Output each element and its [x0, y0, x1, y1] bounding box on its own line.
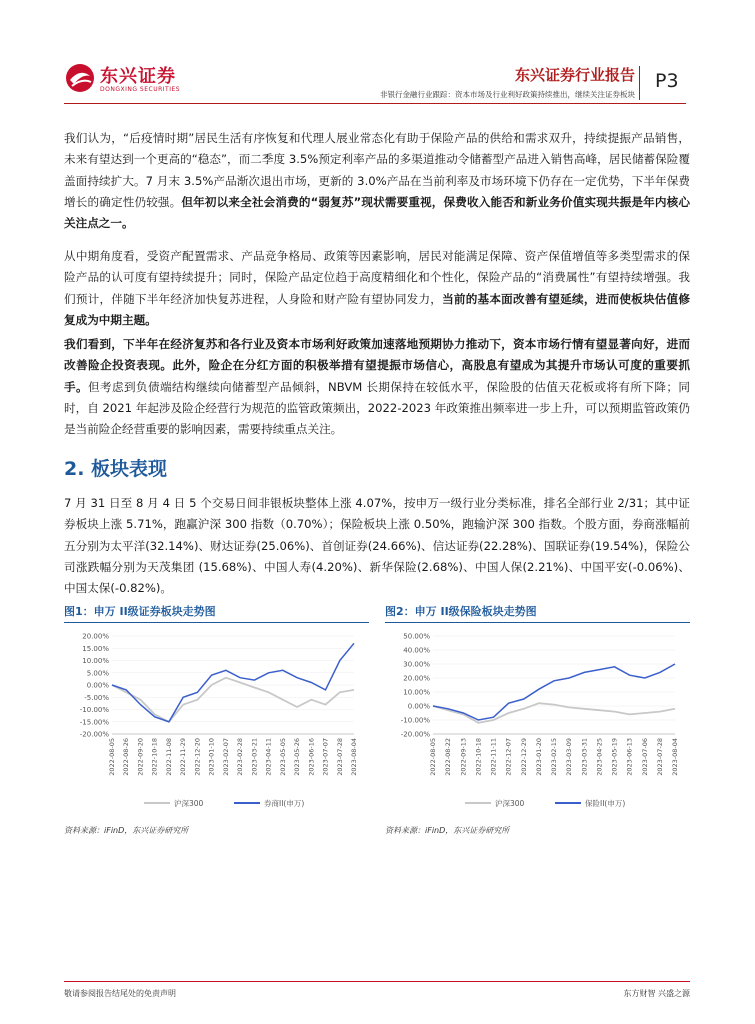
x-tick-label: 2023-04-25	[595, 738, 604, 776]
legend-label: 券商II(申万)	[264, 799, 305, 808]
paragraph-3-highlight-2: 险企在分红方面的积极举措有望提振市场信心，高股息有望成为其提升市场认可度的重要抓手。	[64, 358, 690, 394]
x-tick-label: 2023-05-05	[278, 738, 287, 776]
x-tick-label: 2023-05-19	[610, 738, 619, 776]
y-tick-label: -20.00%	[400, 730, 430, 739]
x-tick-label: 2022-12-07	[504, 738, 513, 776]
page-header	[0, 0, 755, 112]
x-tick-label: 2023-02-07	[221, 738, 230, 776]
figure-1-svg	[64, 628, 369, 818]
x-tick-label: 2023-06-13	[625, 738, 634, 776]
header-rule	[64, 103, 686, 104]
x-tick-label: 2023-07-28	[335, 738, 344, 776]
x-tick-label: 2022-09-20	[136, 738, 145, 776]
footer-rule	[64, 981, 690, 982]
figure-2-source: 资料来源：iFinD，东兴证券研究所	[385, 826, 510, 835]
y-tick-label: 0.00%	[407, 702, 430, 711]
paragraph-3-text: 但考虑到负债端结构继续向储蓄型产品倾斜，NBVM 长期保持在较低水平，保险股的估值天花板或将有所下降；同时，自 2021 年起涉及险企经营行为规范的监管政策频出，2022-2023 年政策推出频率进一步上升，可以预期监管政策仍是当前险企经营重要的影响因素，需要持续重点关注。	[64, 379, 690, 437]
logo-mark-icon	[64, 62, 96, 94]
header-divider	[639, 66, 640, 100]
x-tick-label: 2022-10-18	[150, 738, 159, 776]
x-tick-label: 2023-05-26	[293, 738, 302, 776]
figure-2-title: 图2：申万 II级保险板块走势图	[385, 605, 537, 618]
x-tick-label: 2022-09-13	[459, 738, 468, 776]
x-tick-label: 2022-08-22	[444, 738, 453, 776]
y-tick-label: -20.00%	[79, 730, 109, 739]
y-tick-label: 20.00%	[82, 632, 109, 641]
y-tick-label: 0.00%	[86, 681, 109, 690]
paragraph-1-highlight: 但年初以来全社会消费的“弱复苏”现状需要重视，保费收入能否和新业务价值实现共振是年内核心关注点之一。	[64, 194, 690, 231]
x-tick-label: 2023-03-09	[565, 738, 574, 776]
figure-2-chart	[385, 628, 690, 818]
x-tick-label: 2022-12-20	[193, 738, 202, 776]
x-tick-label: 2022-08-05	[429, 738, 437, 776]
x-tick-label: 2023-03-21	[250, 738, 259, 776]
y-tick-label: 20.00%	[403, 674, 430, 683]
legend-label: 沪深300	[174, 799, 204, 808]
paragraph-3	[64, 334, 690, 440]
logo-cn-text: 东兴证券	[100, 66, 176, 87]
y-tick-label: 50.00%	[403, 632, 430, 641]
section-title: 2. 板块表现	[64, 458, 168, 480]
figure-2-svg	[385, 628, 690, 818]
y-tick-label: -10.00%	[79, 706, 109, 714]
paragraph-2	[64, 246, 690, 331]
paragraph-1-text: 我们认为，“后疫情时期”居民生活有序恢复和代理人展业常态化有助于保险产品的供给和需求双升，持续提振产品销售，未来有望达到一个更高的“稳态”，而二季度 3.5%预定利率产品的多渠道推动令储蓄型产品进入销售高峰，居民储蓄保险覆盖面持续扩大。7 月末 3.5%产品渐次退出市场，更新的 3.0%产品在当前利率及市场环境下仍存在一定优势，下半年保费增长的确定性仍较强。	[64, 131, 690, 209]
y-tick-label: -10.00%	[400, 716, 430, 725]
x-tick-label: 2023-01-20	[534, 738, 543, 776]
y-tick-label: -15.00%	[79, 718, 109, 727]
series-line-1	[112, 643, 354, 722]
x-tick-label: 2023-06-16	[307, 738, 316, 776]
x-tick-label: 2023-04-11	[264, 738, 273, 776]
company-logo	[64, 60, 184, 102]
x-tick-label: 2022-11-29	[179, 738, 188, 776]
report-title: 东兴证券行业报告	[514, 66, 635, 84]
paragraph-2-highlight: 当前的基本面改善有望延续，进而使板块估值修复成为中期主题。	[64, 291, 690, 327]
y-tick-label: 5.00%	[86, 669, 109, 678]
y-tick-label: 40.00%	[403, 646, 430, 655]
x-tick-label: 2022-11-11	[489, 738, 498, 776]
figure-1-source: 资料来源：iFinD，东兴证券研究所	[64, 826, 189, 835]
x-tick-label: 2023-08-04	[350, 738, 358, 776]
x-tick-label: 2023-02-15	[550, 738, 558, 776]
x-tick-label: 2023-08-04	[671, 738, 679, 776]
paragraph-2-text: 从中期角度看，受资产配置需求、产品竞争格局、政策等因素影响，居民对能满足保障、资产保值增值等多类型需求的保险产品的认可度有望持续提升；同时，保险产品定位趋于高度精细化和个性化，保险产品的“消费属性”有望持续增强。我们预计，伴随下半年经济加快复苏进程，人身险和财产险有望协同发力，	[64, 249, 690, 306]
x-tick-label: 2022-10-18	[474, 738, 483, 776]
legend-label: 保险II(申万)	[585, 799, 626, 808]
x-tick-label: 2022-08-05	[108, 738, 116, 776]
y-tick-label: 10.00%	[82, 657, 109, 665]
paragraph-4: 7 月 31 日至 8 月 4 日 5 个交易日间非银板块整体上涨 4.07%，按申万一级行业分类标准，排名全部行业 2/31；其中证券板块上涨 5.71%，跑赢沪深 300 指数（0.70%）；保险板块上涨 0.50%，跑输沪深 300 指数。个股方面，券商涨幅前五分别为太平洋(32.14%)、财达证券(25.06%)、首创证券(24.66%)、信达证券(22.28%)、国联证券(19.54%)，保险公司涨跌幅分别为天茂集团 (15.68%)、中国人寿(4.20%)、新华保险(2.68%)、中国人保(2.21%)、中国平安(-0.06%)、中国太保(-0.82%)。	[64, 496, 690, 596]
legend-label: 沪深300	[495, 799, 525, 808]
x-tick-label: 2022-12-29	[519, 738, 528, 776]
y-tick-label: 10.00%	[403, 688, 430, 697]
figure-2-rule	[385, 622, 690, 623]
x-tick-label: 2023-07-06	[640, 738, 649, 776]
x-tick-label: 2022-08-26	[122, 738, 131, 776]
x-tick-label: 2023-07-07	[321, 738, 330, 776]
figure-1-rule	[64, 622, 369, 623]
figure-1-chart	[64, 628, 369, 818]
paragraph-1	[64, 128, 690, 234]
figure-1-title: 图1：申万 II级证券板块走势图	[64, 605, 216, 618]
y-tick-label: -5.00%	[84, 693, 109, 702]
series-line-0	[112, 678, 354, 722]
footer-slogan: 东方财智 兴盛之源	[623, 989, 690, 998]
x-tick-label: 2023-02-28	[236, 738, 245, 776]
x-tick-label: 2022-11-08	[164, 738, 173, 776]
page-number: P3	[655, 70, 679, 92]
x-tick-label: 2023-07-28	[655, 738, 664, 776]
y-tick-label: 15.00%	[82, 644, 109, 653]
footer-disclaimer: 敬请参阅报告结尾处的免责声明	[64, 989, 176, 998]
x-tick-label: 2023-03-31	[580, 738, 589, 776]
y-tick-label: 30.00%	[403, 660, 430, 669]
paragraph-3-highlight-1: 我们看到，下半年在经济复苏和各行业及资本市场利好政策加速落地预期协力推动下，资本市场行情有望显著向好，进而改善险企投资表现。此外，	[64, 337, 690, 373]
x-tick-label: 2023-01-10	[207, 738, 216, 776]
logo-en-text: DONGXING SECURITIES	[100, 86, 181, 93]
report-subtitle: 非银行金融行业跟踪：资本市场及行业利好政策持续推出，继续关注证券板块	[380, 90, 635, 99]
